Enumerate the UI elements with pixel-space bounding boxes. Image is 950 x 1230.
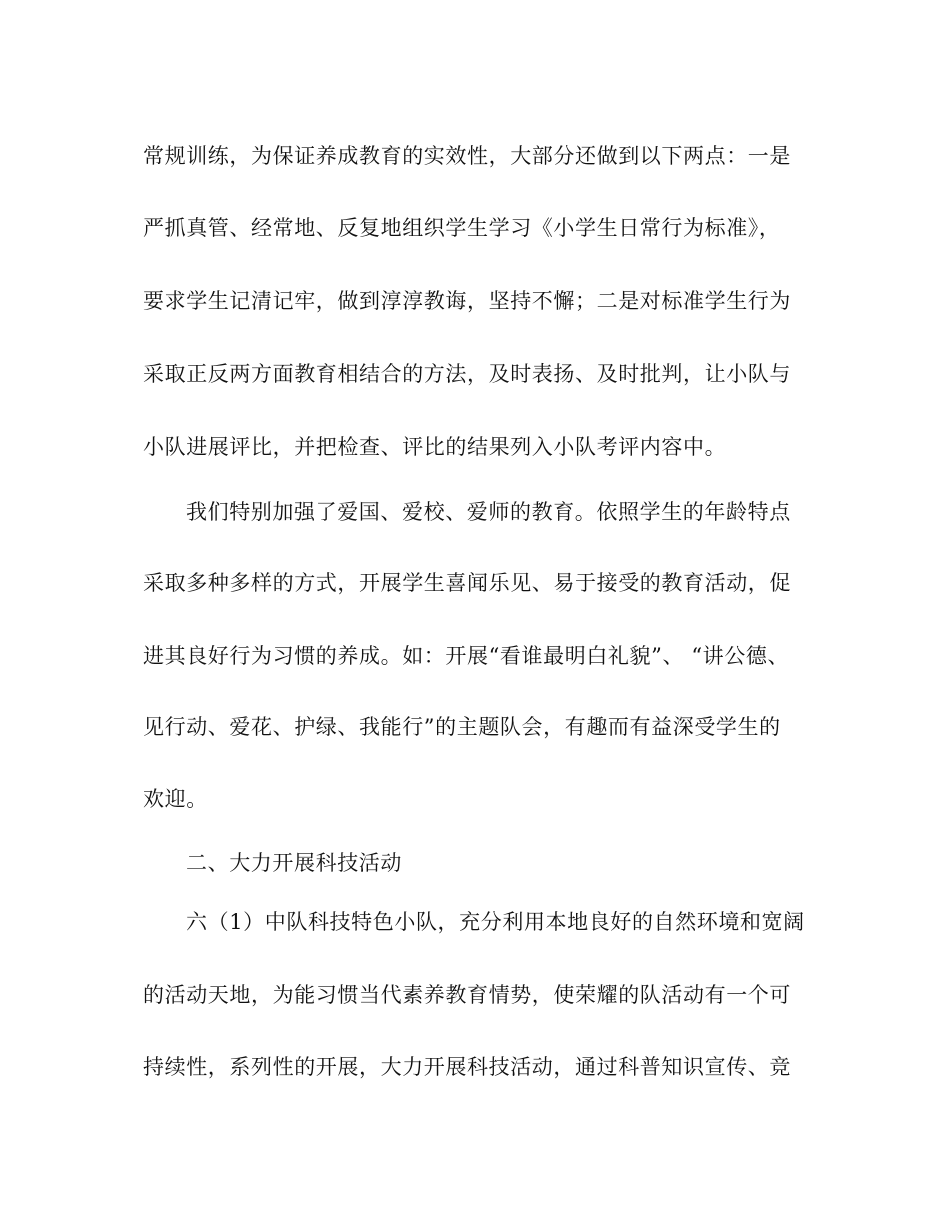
paragraph-2-line-4: 见行动、爱花、护绿、我能行”的主题队会，有趣而有益深受学生的: [143, 715, 781, 739]
paragraph-2-line-5: 欢迎。: [143, 787, 208, 811]
paragraph-1-line-4: 采取正反两方面教育相结合的方法，及时表扬、及时批判，让小队与: [143, 362, 791, 386]
paragraph-1-line-2: 严抓真管、经常地、反复地组织学生学习《小学生日常行为标准》，: [143, 216, 781, 240]
paragraph-2-line-3: 进其良好行为习惯的养成。如：开展“看谁最明白礼貌”、 “讲公德、: [143, 644, 790, 668]
paragraph-3-line-1: 六（1）中队科技特色小队，充分利用本地良好的自然环境和宽阔: [186, 910, 805, 934]
paragraph-3-line-3: 持续性，系列性的开展，大力开展科技活动，通过科普知识宣传、竞: [143, 1055, 791, 1079]
paragraph-1-line-1: 常规训练，为保证养成教育的实效性，大部分还做到以下两点：一是: [143, 144, 791, 168]
paragraph-3-line-2: 的活动天地，为能习惯当代素养教育情势，使荣耀的队活动有一个可: [143, 983, 791, 1007]
paragraph-2-line-1: 我们特别加强了爱国、爱校、爱师的教育。依照学生的年龄特点: [186, 500, 791, 524]
paragraph-1-line-3: 要求学生记清记牢，做到淳淳教诲，坚持不懈；二是对标准学生行为: [143, 289, 791, 313]
paragraph-2-line-2: 采取多种多样的方式，开展学生喜闻乐见、易于接受的教育活动，促: [143, 571, 791, 595]
paragraph-1-line-5: 小队进展评比，并把检查、评比的结果列入小队考评内容中。: [143, 435, 727, 459]
section-heading: 二、大力开展科技活动: [186, 851, 402, 875]
